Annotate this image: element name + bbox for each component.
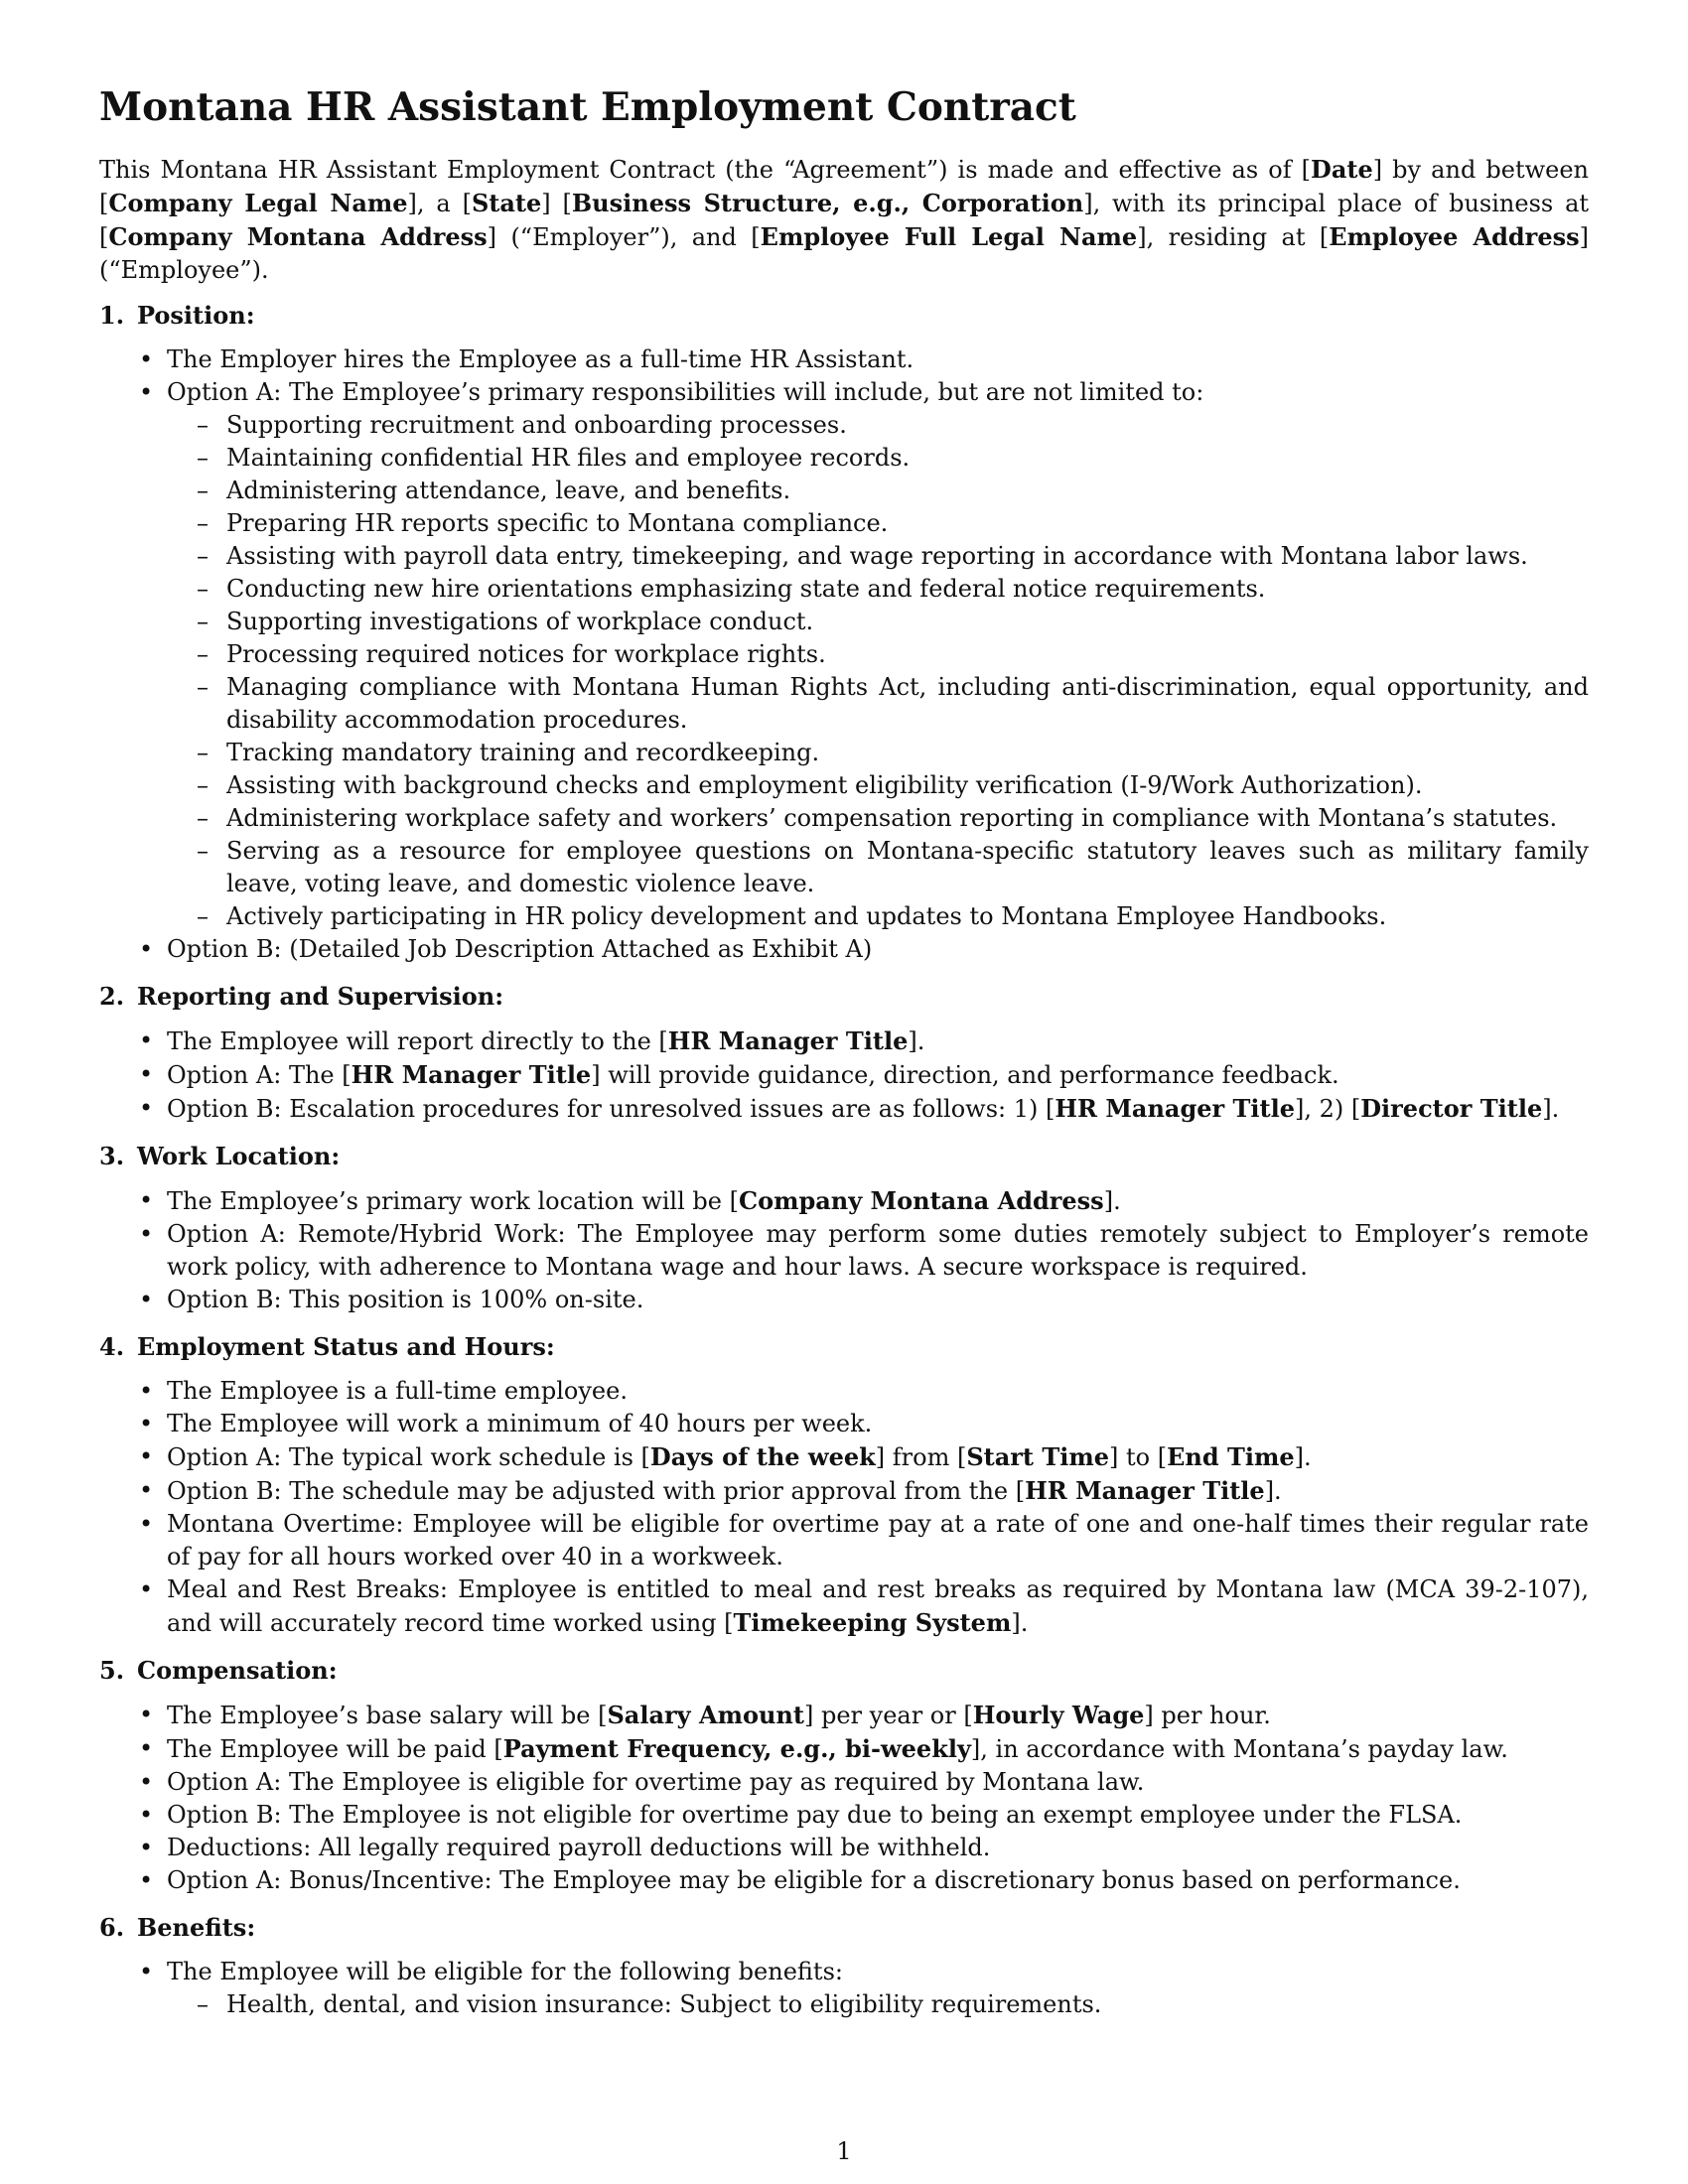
bullet-list bbox=[99, 343, 1589, 966]
text-run: ]. bbox=[1103, 1187, 1121, 1215]
placeholder-field: Payment Frequency, e.g., bi-weekly bbox=[502, 1734, 971, 1763]
text-run: Option B: Escalation procedures for unresolved issues are as follows: 1) [ bbox=[167, 1095, 1055, 1123]
section bbox=[99, 299, 1589, 966]
bullet-list bbox=[99, 1184, 1589, 1316]
list-item bbox=[167, 1184, 1589, 1218]
text-run: ], with its principal place of business at [ bbox=[99, 190, 1590, 251]
section-number: 5. bbox=[99, 1656, 125, 1685]
sub-list-item: – Assisting with background checks and employment eligibility verification (I-9/Work Authorization). bbox=[226, 769, 1589, 802]
document-title: Montana HR Assistant Employment Contract bbox=[99, 84, 1076, 130]
placeholder-field: Hourly Wage bbox=[972, 1701, 1145, 1729]
text-run: Option A: Bonus/Incentive: The Employee may be eligible for a discretionary bonus based on performance. bbox=[167, 1866, 1461, 1894]
section bbox=[99, 1140, 1589, 1316]
text-run: ] will provide guidance, direction, and performance feedback. bbox=[591, 1061, 1339, 1089]
text-run: ]. bbox=[1542, 1095, 1560, 1123]
list-item bbox=[167, 1699, 1589, 1732]
list-item bbox=[167, 1058, 1589, 1092]
list-item bbox=[167, 1732, 1589, 1766]
text-run: The Employee’s primary work location will be [ bbox=[167, 1187, 739, 1215]
sub-list-item: – Administering workplace safety and workers’ compensation reporting in compliance with Montana’s statutes. bbox=[226, 802, 1589, 835]
section-heading bbox=[99, 1911, 1589, 1944]
text-run: The Employer hires the Employee as a full-time HR Assistant. bbox=[167, 345, 914, 373]
sections-container bbox=[99, 299, 1589, 2021]
list-item bbox=[167, 1408, 1589, 1440]
list-item bbox=[167, 1799, 1589, 1832]
placeholder-field: HR Manager Title bbox=[667, 1026, 909, 1055]
placeholder-field: Company Montana Address bbox=[738, 1186, 1104, 1215]
text-run: ]. bbox=[1294, 1443, 1312, 1471]
text-run: ] by and between [ bbox=[99, 156, 1589, 217]
text-run: ] [ bbox=[541, 190, 572, 217]
list-item bbox=[167, 1508, 1589, 1573]
placeholder-field: Employee Full Legal Name bbox=[760, 222, 1138, 251]
text-run: ] to [ bbox=[1109, 1443, 1168, 1471]
section-title: Employment Status and Hours: bbox=[137, 1332, 555, 1361]
placeholder-field: Timekeeping System bbox=[733, 1608, 1012, 1637]
sub-list-item: – Preparing HR reports specific to Montana compliance. bbox=[226, 507, 1589, 540]
text-run: Option B: The Employee is not eligible for overtime pay due to being an exempt employee under the FLSA. bbox=[167, 1801, 1463, 1829]
bullet-list bbox=[99, 1956, 1589, 2021]
sub-list-item: – Health, dental, and vision insurance: Subject to eligibility requirements. bbox=[226, 1988, 1589, 2021]
section-heading bbox=[99, 299, 1589, 332]
list-item bbox=[167, 1956, 1589, 2021]
section bbox=[99, 980, 1589, 1126]
section bbox=[99, 1330, 1589, 1640]
list-item bbox=[167, 1375, 1589, 1408]
text-run: ], residing at [ bbox=[1137, 223, 1330, 251]
placeholder-field: Company Montana Address bbox=[108, 222, 488, 251]
list-item bbox=[167, 1440, 1589, 1474]
placeholder-field: Employee Address bbox=[1329, 222, 1580, 251]
placeholder-field: Days of the week bbox=[649, 1442, 876, 1471]
sub-list-item: – Supporting recruitment and onboarding processes. bbox=[226, 409, 1589, 442]
text-run: ]. bbox=[908, 1027, 925, 1055]
text-run: The Employee will work a minimum of 40 hours per week. bbox=[167, 1410, 873, 1437]
placeholder-field: Date bbox=[1311, 155, 1373, 184]
section-title: Compensation: bbox=[137, 1656, 338, 1685]
list-item bbox=[167, 1832, 1589, 1864]
sub-list-item: – Serving as a resource for employee questions on Montana-specific statutory leaves such as military family leave, voting leave, and domestic violence leave. bbox=[226, 835, 1589, 900]
document-page bbox=[99, 83, 1589, 2035]
text-run: The Employee is a full-time employee. bbox=[167, 1377, 628, 1405]
text-run: Montana Overtime: Employee will be eligible for overtime pay at a rate of one and one-half times their regular rate of pay for all hours worked over 40 in a workweek. bbox=[167, 1510, 1589, 1570]
text-run: Option A: The Employee is eligible for overtime pay as required by Montana law. bbox=[167, 1768, 1145, 1796]
section-number: 6. bbox=[99, 1913, 125, 1942]
sub-list-item: – Tracking mandatory training and recordkeeping. bbox=[226, 737, 1589, 769]
text-run: ]. bbox=[1264, 1477, 1282, 1505]
list-item bbox=[167, 1573, 1589, 1640]
list-item bbox=[167, 1766, 1589, 1799]
list-item bbox=[167, 1474, 1589, 1508]
list-item bbox=[167, 376, 1589, 933]
section-title: Work Location: bbox=[137, 1142, 341, 1170]
text-run: ] (“Employer”), and [ bbox=[487, 223, 761, 251]
placeholder-field: Business Structure, e.g., Corporation bbox=[571, 189, 1084, 217]
placeholder-field: HR Manager Title bbox=[1055, 1094, 1295, 1123]
section-heading bbox=[99, 1330, 1589, 1363]
sub-list-item: – Administering attendance, leave, and benefits. bbox=[226, 475, 1589, 507]
sub-list-item: – Actively participating in HR policy development and updates to Montana Employee Handbooks. bbox=[226, 900, 1589, 933]
text-run: This Montana HR Assistant Employment Contract (the “Agreement”) is made and effective as of [ bbox=[99, 156, 1312, 184]
section-heading bbox=[99, 1654, 1589, 1687]
page-number: 1 bbox=[836, 2137, 852, 2165]
text-run: The Employee’s base salary will be [ bbox=[167, 1702, 608, 1729]
section-title: Benefits: bbox=[137, 1913, 256, 1942]
text-run: Option B: This position is 100% on-site. bbox=[167, 1286, 644, 1313]
placeholder-field: HR Manager Title bbox=[1025, 1476, 1265, 1505]
placeholder-field: End Time bbox=[1167, 1442, 1295, 1471]
bullet-list bbox=[99, 1024, 1589, 1126]
text-run: Option A: The typical work schedule is [ bbox=[167, 1443, 650, 1471]
section-heading bbox=[99, 980, 1589, 1013]
list-item bbox=[167, 1218, 1589, 1284]
text-run: The Employee will be paid [ bbox=[167, 1735, 503, 1763]
text-run: Option A: The [ bbox=[167, 1061, 352, 1089]
section bbox=[99, 1654, 1589, 1897]
section bbox=[99, 1911, 1589, 2021]
section-number: 2. bbox=[99, 982, 125, 1011]
bullet-list bbox=[99, 1375, 1589, 1640]
sub-list bbox=[167, 1988, 1589, 2021]
text-run: ], in accordance with Montana’s payday law. bbox=[970, 1735, 1508, 1763]
list-item bbox=[167, 1092, 1589, 1126]
text-run: The Employee will report directly to the [ bbox=[167, 1027, 668, 1055]
placeholder-field: Director Title bbox=[1360, 1094, 1543, 1123]
text-run: Option A: Remote/Hybrid Work: The Employee may perform some duties remotely subject to Employer’s remote work policy, with adherence to Montana wage and hour laws. A secure workspace is required. bbox=[167, 1220, 1589, 1281]
list-item bbox=[167, 343, 1589, 376]
text-run: ] from [ bbox=[875, 1443, 967, 1471]
text-run: Meal and Rest Breaks: Employee is entitled to meal and rest breaks as required by Montana law (MCA 39-2-107), and will accurately record time worked using [ bbox=[167, 1575, 1589, 1637]
intro-paragraph bbox=[99, 153, 1589, 287]
list-item bbox=[167, 1284, 1589, 1316]
bullet-list bbox=[99, 1699, 1589, 1897]
placeholder-field: State bbox=[471, 189, 542, 217]
list-item bbox=[167, 933, 1589, 966]
section-number: 1. bbox=[99, 301, 125, 330]
sub-list-item: – Supporting investigations of workplace conduct. bbox=[226, 606, 1589, 638]
text-run: ] (“Employee”). bbox=[99, 223, 1589, 284]
text-run: The Employee will be eligible for the following benefits: bbox=[167, 1958, 843, 1985]
text-run: ]. bbox=[1011, 1609, 1029, 1637]
sub-list-item: – Conducting new hire orientations emphasizing state and federal notice requirements. bbox=[226, 573, 1589, 606]
section-heading bbox=[99, 1140, 1589, 1172]
sub-list-item: – Managing compliance with Montana Human Rights Act, including anti-discrimination, equal opportunity, and disability accommodation procedures. bbox=[226, 671, 1589, 737]
placeholder-field: Start Time bbox=[966, 1442, 1110, 1471]
section-title: Position: bbox=[137, 301, 255, 330]
text-run: Option A: The Employee’s primary responsibilities will include, but are not limited to: bbox=[167, 378, 1204, 406]
section-number: 3. bbox=[99, 1142, 125, 1170]
list-item bbox=[167, 1864, 1589, 1897]
text-run: ], 2) [ bbox=[1294, 1095, 1361, 1123]
placeholder-field: HR Manager Title bbox=[351, 1060, 592, 1089]
sub-list-item: – Assisting with payroll data entry, timekeeping, and wage reporting in accordance with Montana labor laws. bbox=[226, 540, 1589, 573]
sub-list-item: – Maintaining confidential HR files and employee records. bbox=[226, 442, 1589, 475]
list-item bbox=[167, 1024, 1589, 1058]
text-run: ] per hour. bbox=[1144, 1702, 1271, 1729]
sub-list-item: – Processing required notices for workplace rights. bbox=[226, 638, 1589, 671]
sub-list bbox=[167, 409, 1589, 933]
text-run: Deductions: All legally required payroll deductions will be withheld. bbox=[167, 1834, 991, 1861]
placeholder-field: Salary Amount bbox=[607, 1701, 804, 1729]
section-number: 4. bbox=[99, 1332, 125, 1361]
text-run: Option B: The schedule may be adjusted with prior approval from the [ bbox=[167, 1477, 1026, 1505]
placeholder-field: Company Legal Name bbox=[108, 189, 408, 217]
section-title: Reporting and Supervision: bbox=[137, 982, 504, 1011]
text-run: ] per year or [ bbox=[803, 1702, 973, 1729]
text-run: Option B: (Detailed Job Description Attached as Exhibit A) bbox=[167, 935, 873, 963]
text-run: ], a [ bbox=[407, 190, 472, 217]
